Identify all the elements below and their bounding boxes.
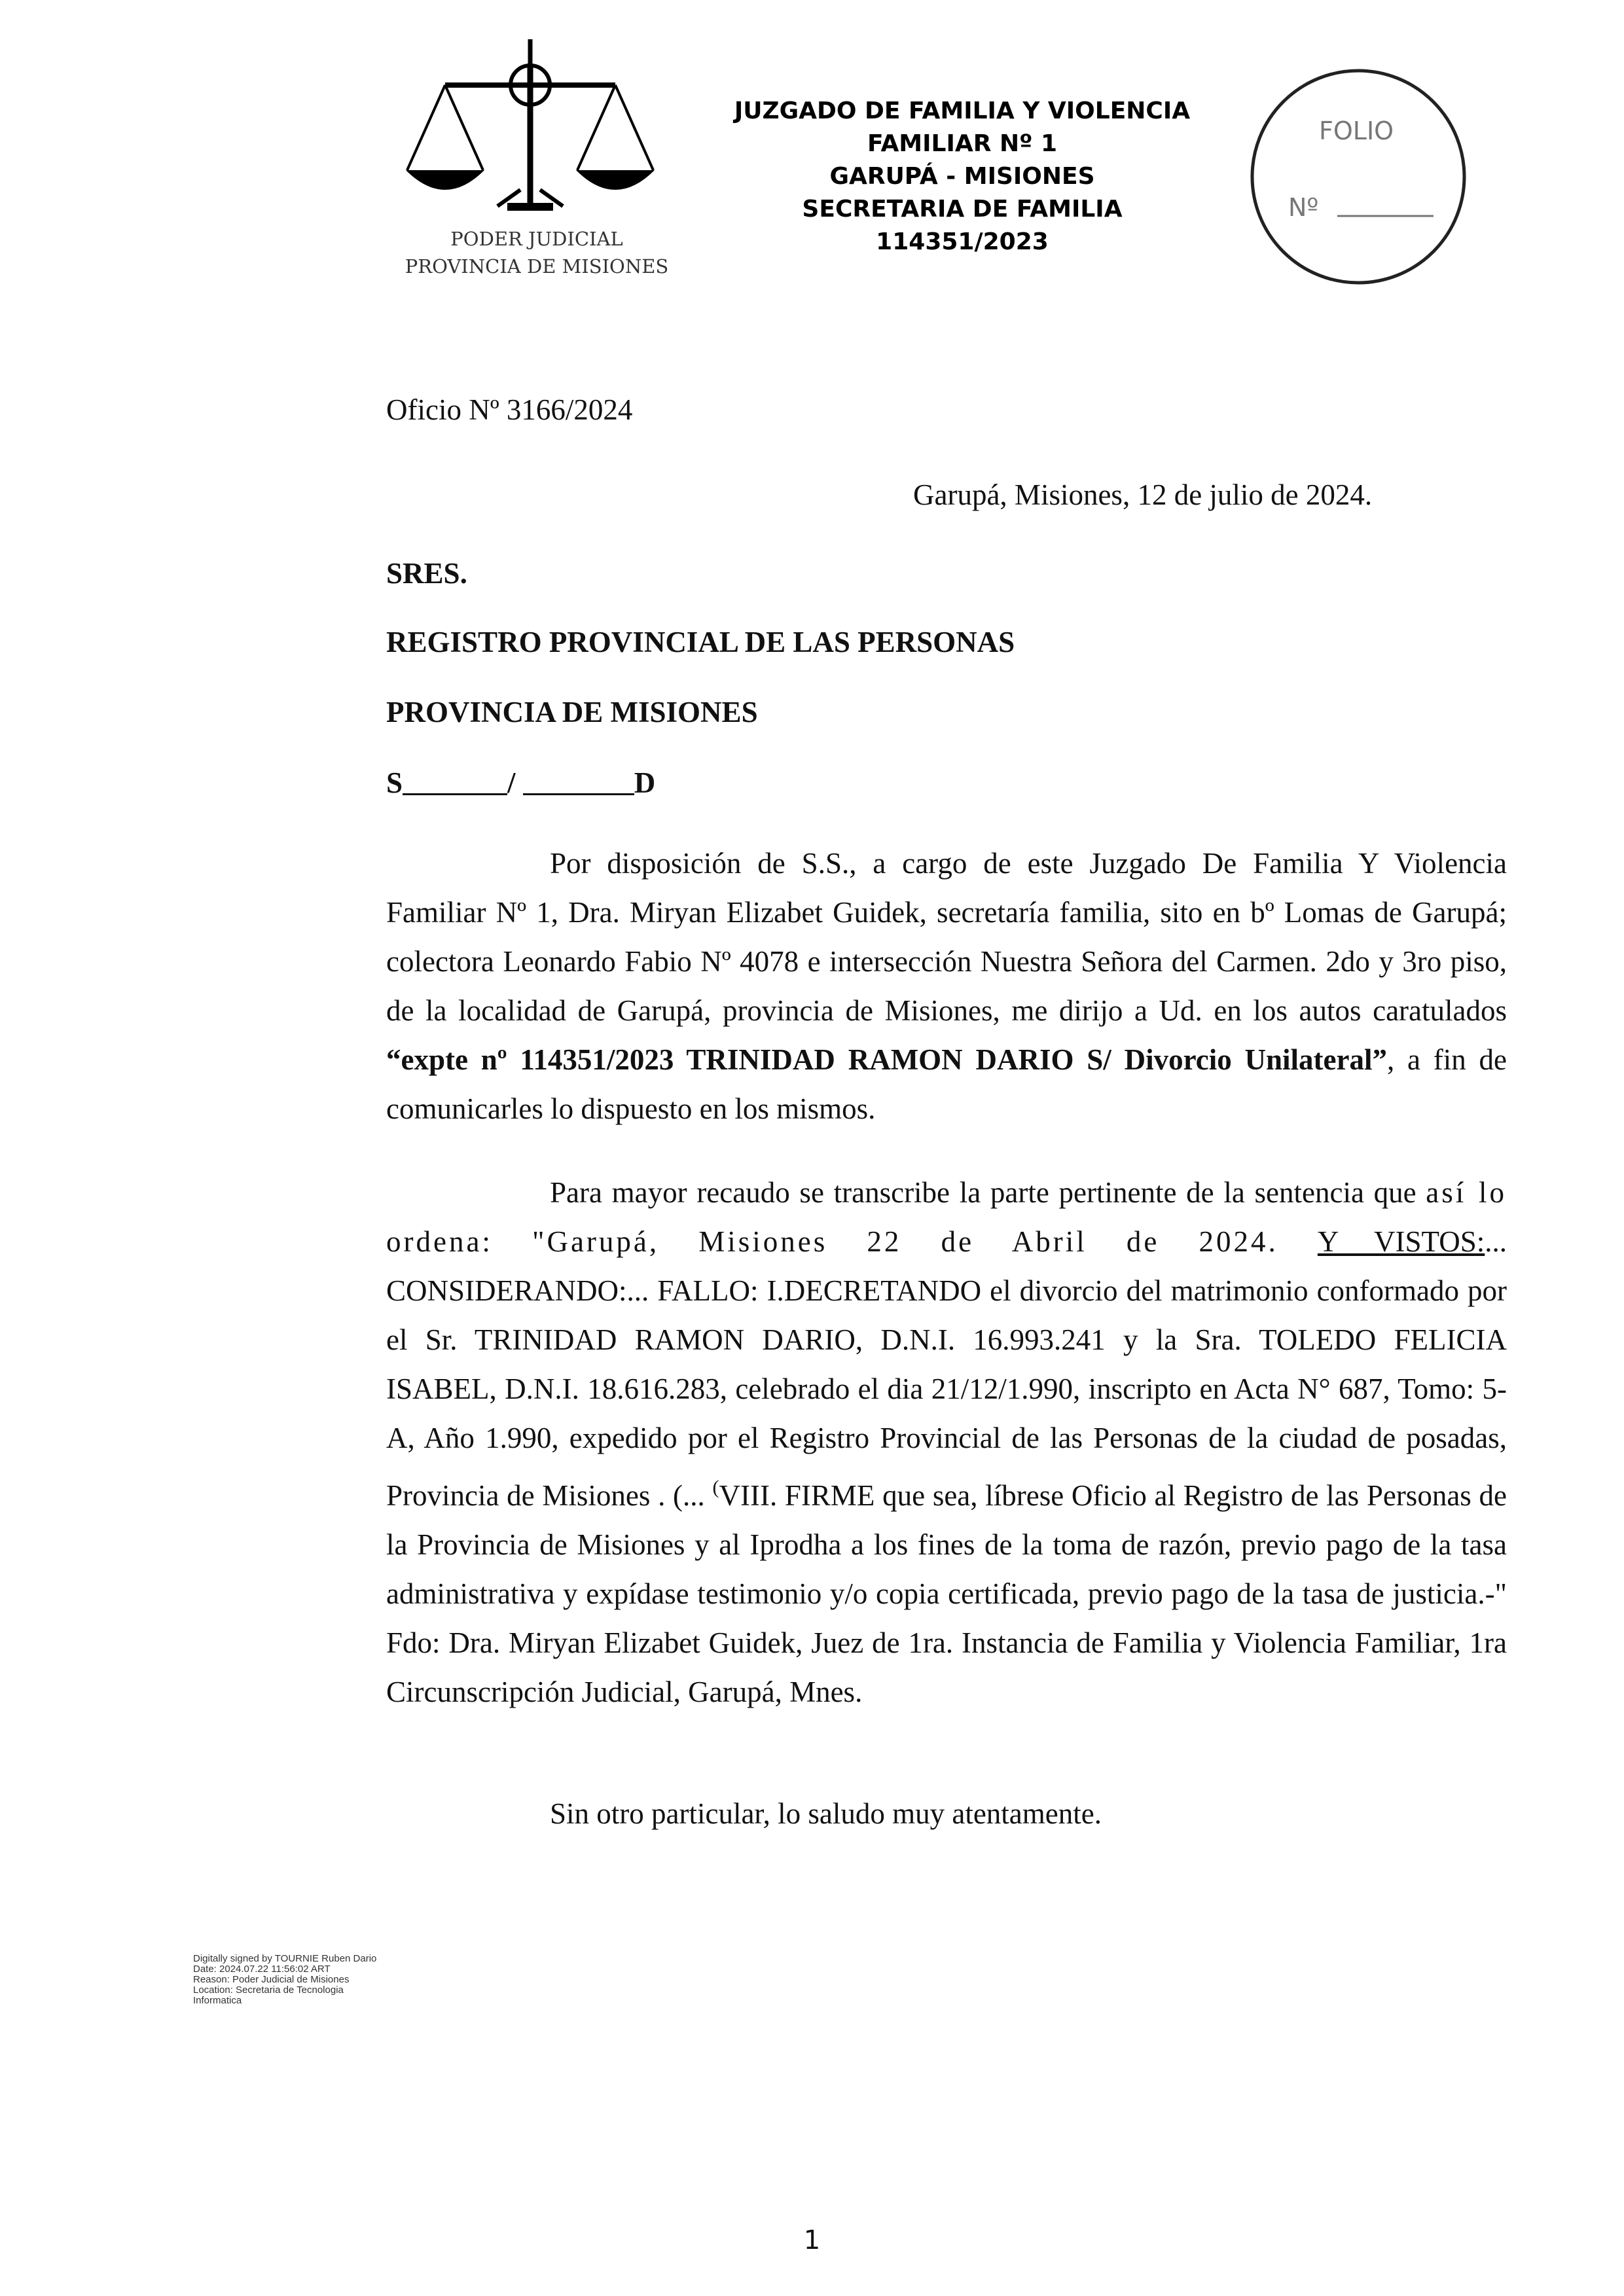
superscript-mark: ( [712,1477,719,1498]
recipient-line2: PROVINCIA DE MISIONES [386,696,758,728]
signature-line: Date: 2024.07.22 11:56:02 ART [193,1964,331,1975]
folio-circle-icon [1247,65,1470,288]
closing-line: Sin otro particular, lo saludo muy atentamente. [550,1797,1102,1830]
para2-text: Para mayor recaudo se transcribe la parte pertinente de la sentencia que [550,1176,1426,1209]
court-heading-line: FAMILIAR Nº 1 [867,130,1057,157]
court-heading-line: GARUPÁ - MISIONES [829,163,1095,190]
case-number: 114351/2023 [876,228,1049,255]
sd-d: D [634,766,656,799]
page-number: 1 [803,2225,821,2255]
folio-label: FOLIO [1319,117,1394,145]
scales-of-justice-icon [399,39,674,229]
case-title: “expte nº 114351/2023 TRINIDAD RAMON DARIO S/ Divorcio Unilateral” [386,1043,1387,1076]
para1-text-end: , a fin de comunicarles lo dispuesto en los mismos. [386,1043,1507,1125]
sd-slash: / [507,766,516,799]
signature-line: Location: Secretaria de Tecnologia [193,1984,344,1996]
sd-s: S [386,766,403,799]
signature-line: Digitally signed by TOURNIE Ruben Dario [193,1953,377,1964]
digital-signature [193,1954,416,2006]
body-paragraph-2 [386,1168,1507,1717]
court-heading-line: SECRETARIA DE FAMILIA [802,196,1123,223]
logo-caption-line1: PODER JUDICIAL [450,228,623,250]
court-heading-line: JUZGADO DE FAMILIA Y VIOLENCIA [734,98,1191,124]
recipient-line1: REGISTRO PROVINCIAL DE LAS PERSONAS [386,626,1015,658]
letter-date: Garupá, Misiones, 12 de julio de 2024. [913,478,1373,511]
oficio-number: Oficio Nº 3166/2024 [386,393,633,426]
y-vistos: Y VISTOS: [1317,1225,1485,1258]
folio-stamp [1247,65,1470,288]
salutation: SRES. [386,557,467,590]
para2-spaced-text: así lo ordena: "Garupá, Misiones 22 de Abril de 2024. [386,1176,1507,1258]
folio-number-label: Nº [1288,193,1319,222]
signature-line: Reason: Poder Judicial de Misiones [193,1974,350,1985]
para1-text: Por disposición de S.S., a cargo de este Juzgado De Familia Y Violencia Familiar Nº 1, Dra. Miryan Elizabet Guidek, secretaría familia, sito en bº Lomas de Garupá; colectora Leonardo Fabio Nº 4078 e intersección Nuestra Señora del Carmen. 2do y 3ro piso, de la localidad de Garupá, provincia de Misiones, me dirijo a Ud. en los autos caratulados [386,847,1507,1027]
court-logo [399,39,674,288]
sd-blank [523,771,634,795]
logo-caption-line2: PROVINCIA DE MISIONES [405,255,669,278]
sd-blank [403,771,507,795]
court-heading [674,95,1250,259]
body-paragraph-1 [386,839,1507,1134]
para2-text-mid: ... CONSIDERANDO:... FALLO: I.DECRETANDO el divorcio del matrimonio conformado por el Sr. TRINIDAD RAMON DARIO, D.N.I. 16.993.241 y la Sra. TOLEDO FELICIA ISABEL, D.N.I. 18.616.283, celebrado el dia 21/12/1.990, inscripto en Acta N° 687, Tomo: 5-A, Año 1.990, expedido por el Registro Provincial de las Personas de la ciudad de posadas, Provincia de Misiones . (... [386,1225,1507,1512]
signature-line: Informatica [193,1995,242,2006]
para2-text-end: VIII. FIRME que sea, líbrese Oficio al Registro de las Personas de la Provincia de Misiones y al Iprodha a los fines de la toma de razón, previo pago de la tasa administrativa y expídase testimonio y/o copia certificada, previo pago de la tasa de justicia.-" Fdo: Dra. Miryan Elizabet Guidek, Juez de 1ra. Instancia de Familia y Violencia Familiar, 1ra Circunscripción Judicial, Garupá, Mnes. [386,1479,1507,1708]
sd-line [386,766,655,800]
